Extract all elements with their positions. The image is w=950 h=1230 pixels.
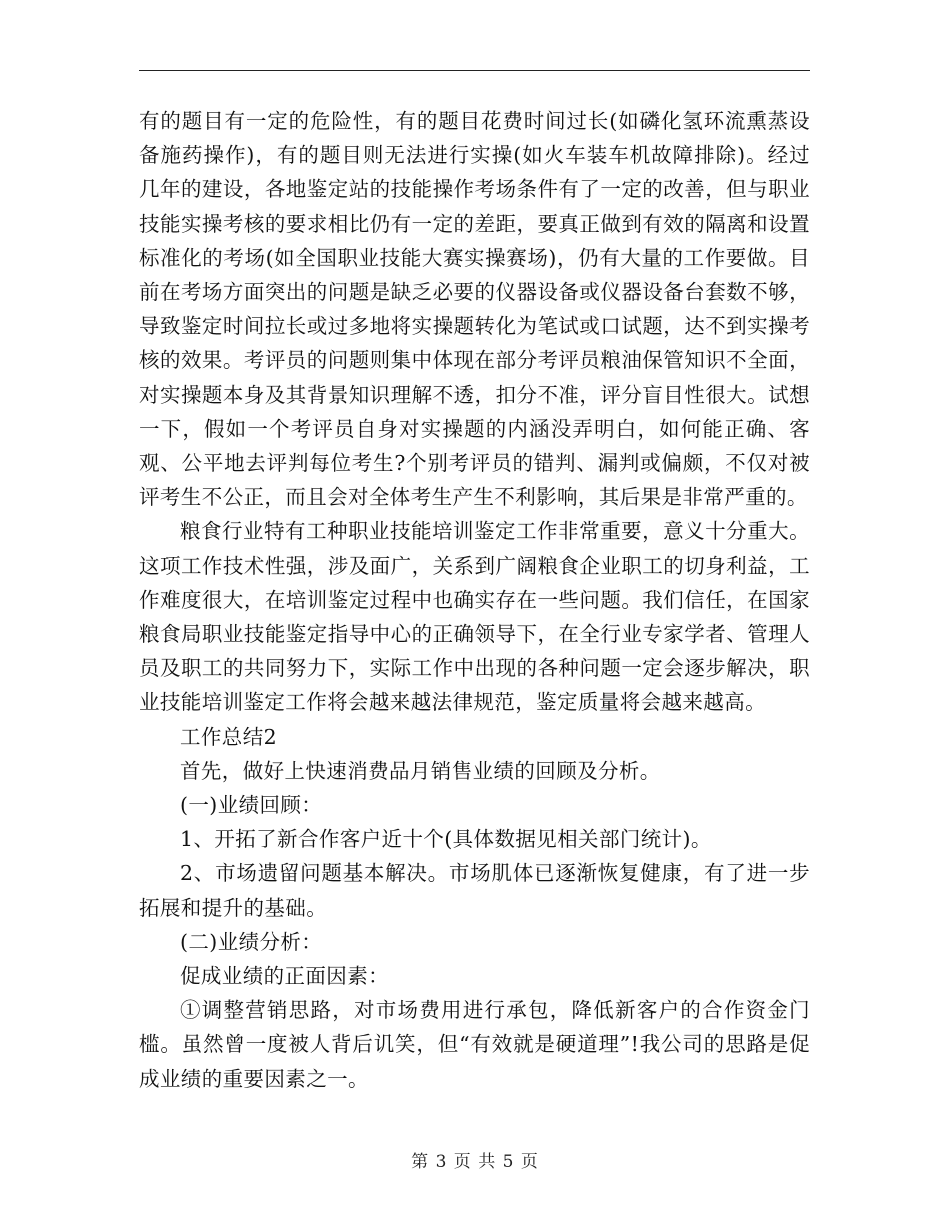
footer-middle: 页 共 [453, 1152, 497, 1172]
list-item-market-issues-resolved: 2、市场遗留问题基本解决。市场肌体已逐渐恢复健康，有了进一步拓展和提升的基础。 [139, 861, 810, 920]
document-body [139, 104, 810, 1096]
paragraph-sales-review-intro: 首先，做好上快速消费品月销售业绩的回顾及分析。 [180, 758, 661, 783]
footer-total-pages: 5 [502, 1152, 515, 1172]
page-footer [0, 1150, 950, 1174]
section-heading-work-summary-2: 工作总结2 [180, 724, 278, 749]
footer-suffix: 页 [520, 1152, 539, 1172]
subheading-performance-review: (一)业绩回顾： [180, 793, 323, 818]
subheading-performance-analysis: (二)业绩分析： [180, 929, 323, 954]
list-item-marketing-strategy: ①调整营销思路，对市场费用进行承包，降低新客户的合作资金门槛。虽然曾一度被人背后讥笑，但“有效就是硬道理”!我公司的思路是促成业绩的重要因素之一。 [139, 998, 810, 1091]
paragraph-exam-issues: 有的题目有一定的危险性，有的题目花费时间过长(如磷化氢环流熏蒸设备施药操作)，有的题目则无法进行实操(如火车装车机故障排除)。经过几年的建设，各地鉴定站的技能操作考场条件有了一定的改善，但与职业技能实操考核的要求相比仍有一定的差距，要真正做到有效的隔离和设置标准化的考场(如全国职业技能大赛实操赛场)，仍有大量的工作要做。目前在考场方面突出的问题是缺乏必要的仪器设备或仪器设备台套数不够，导致鉴定时间拉长或过多地将实操题转化为笔试或口试题，达不到实操考核的效果。考评员的问题则集中体现在部分考评员粮油保管知识不全面，对实操题本身及其背景知识理解不透，扣分不准，评分盲目性很大。试想一下，假如一个考评员自身对实操题的内涵没弄明白，如何能正确、客观、公平地去评判每位考生?个别考评员的错判、漏判或偏颇，不仅对被评考生不公正，而且会对全体考生产生不利影响，其后果是非常严重的。 [139, 109, 810, 510]
header-divider [139, 70, 810, 71]
subheading-positive-factors: 促成业绩的正面因素： [180, 964, 389, 989]
footer-prefix: 第 [411, 1152, 430, 1172]
footer-current-page: 3 [435, 1152, 448, 1172]
list-item-new-clients: 1、开拓了新合作客户近十个(具体数据见相关部门统计)。 [180, 827, 712, 852]
paragraph-training-importance: 粮食行业特有工种职业技能培训鉴定工作非常重要，意义十分重大。这项工作技术性强，涉及面广，关系到广阔粮食企业职工的切身利益，工作难度很大，在培训鉴定过程中也确实存在一些问题。我们信任，在国家粮食局职业技能鉴定指导中心的正确领导下，在全行业专家学者、管理人员及职工的共同努力下，实际工作中出现的各种问题一定会逐步解决，职业技能培训鉴定工作将会越来越法律规范，鉴定质量将会越来越高。 [139, 519, 810, 715]
